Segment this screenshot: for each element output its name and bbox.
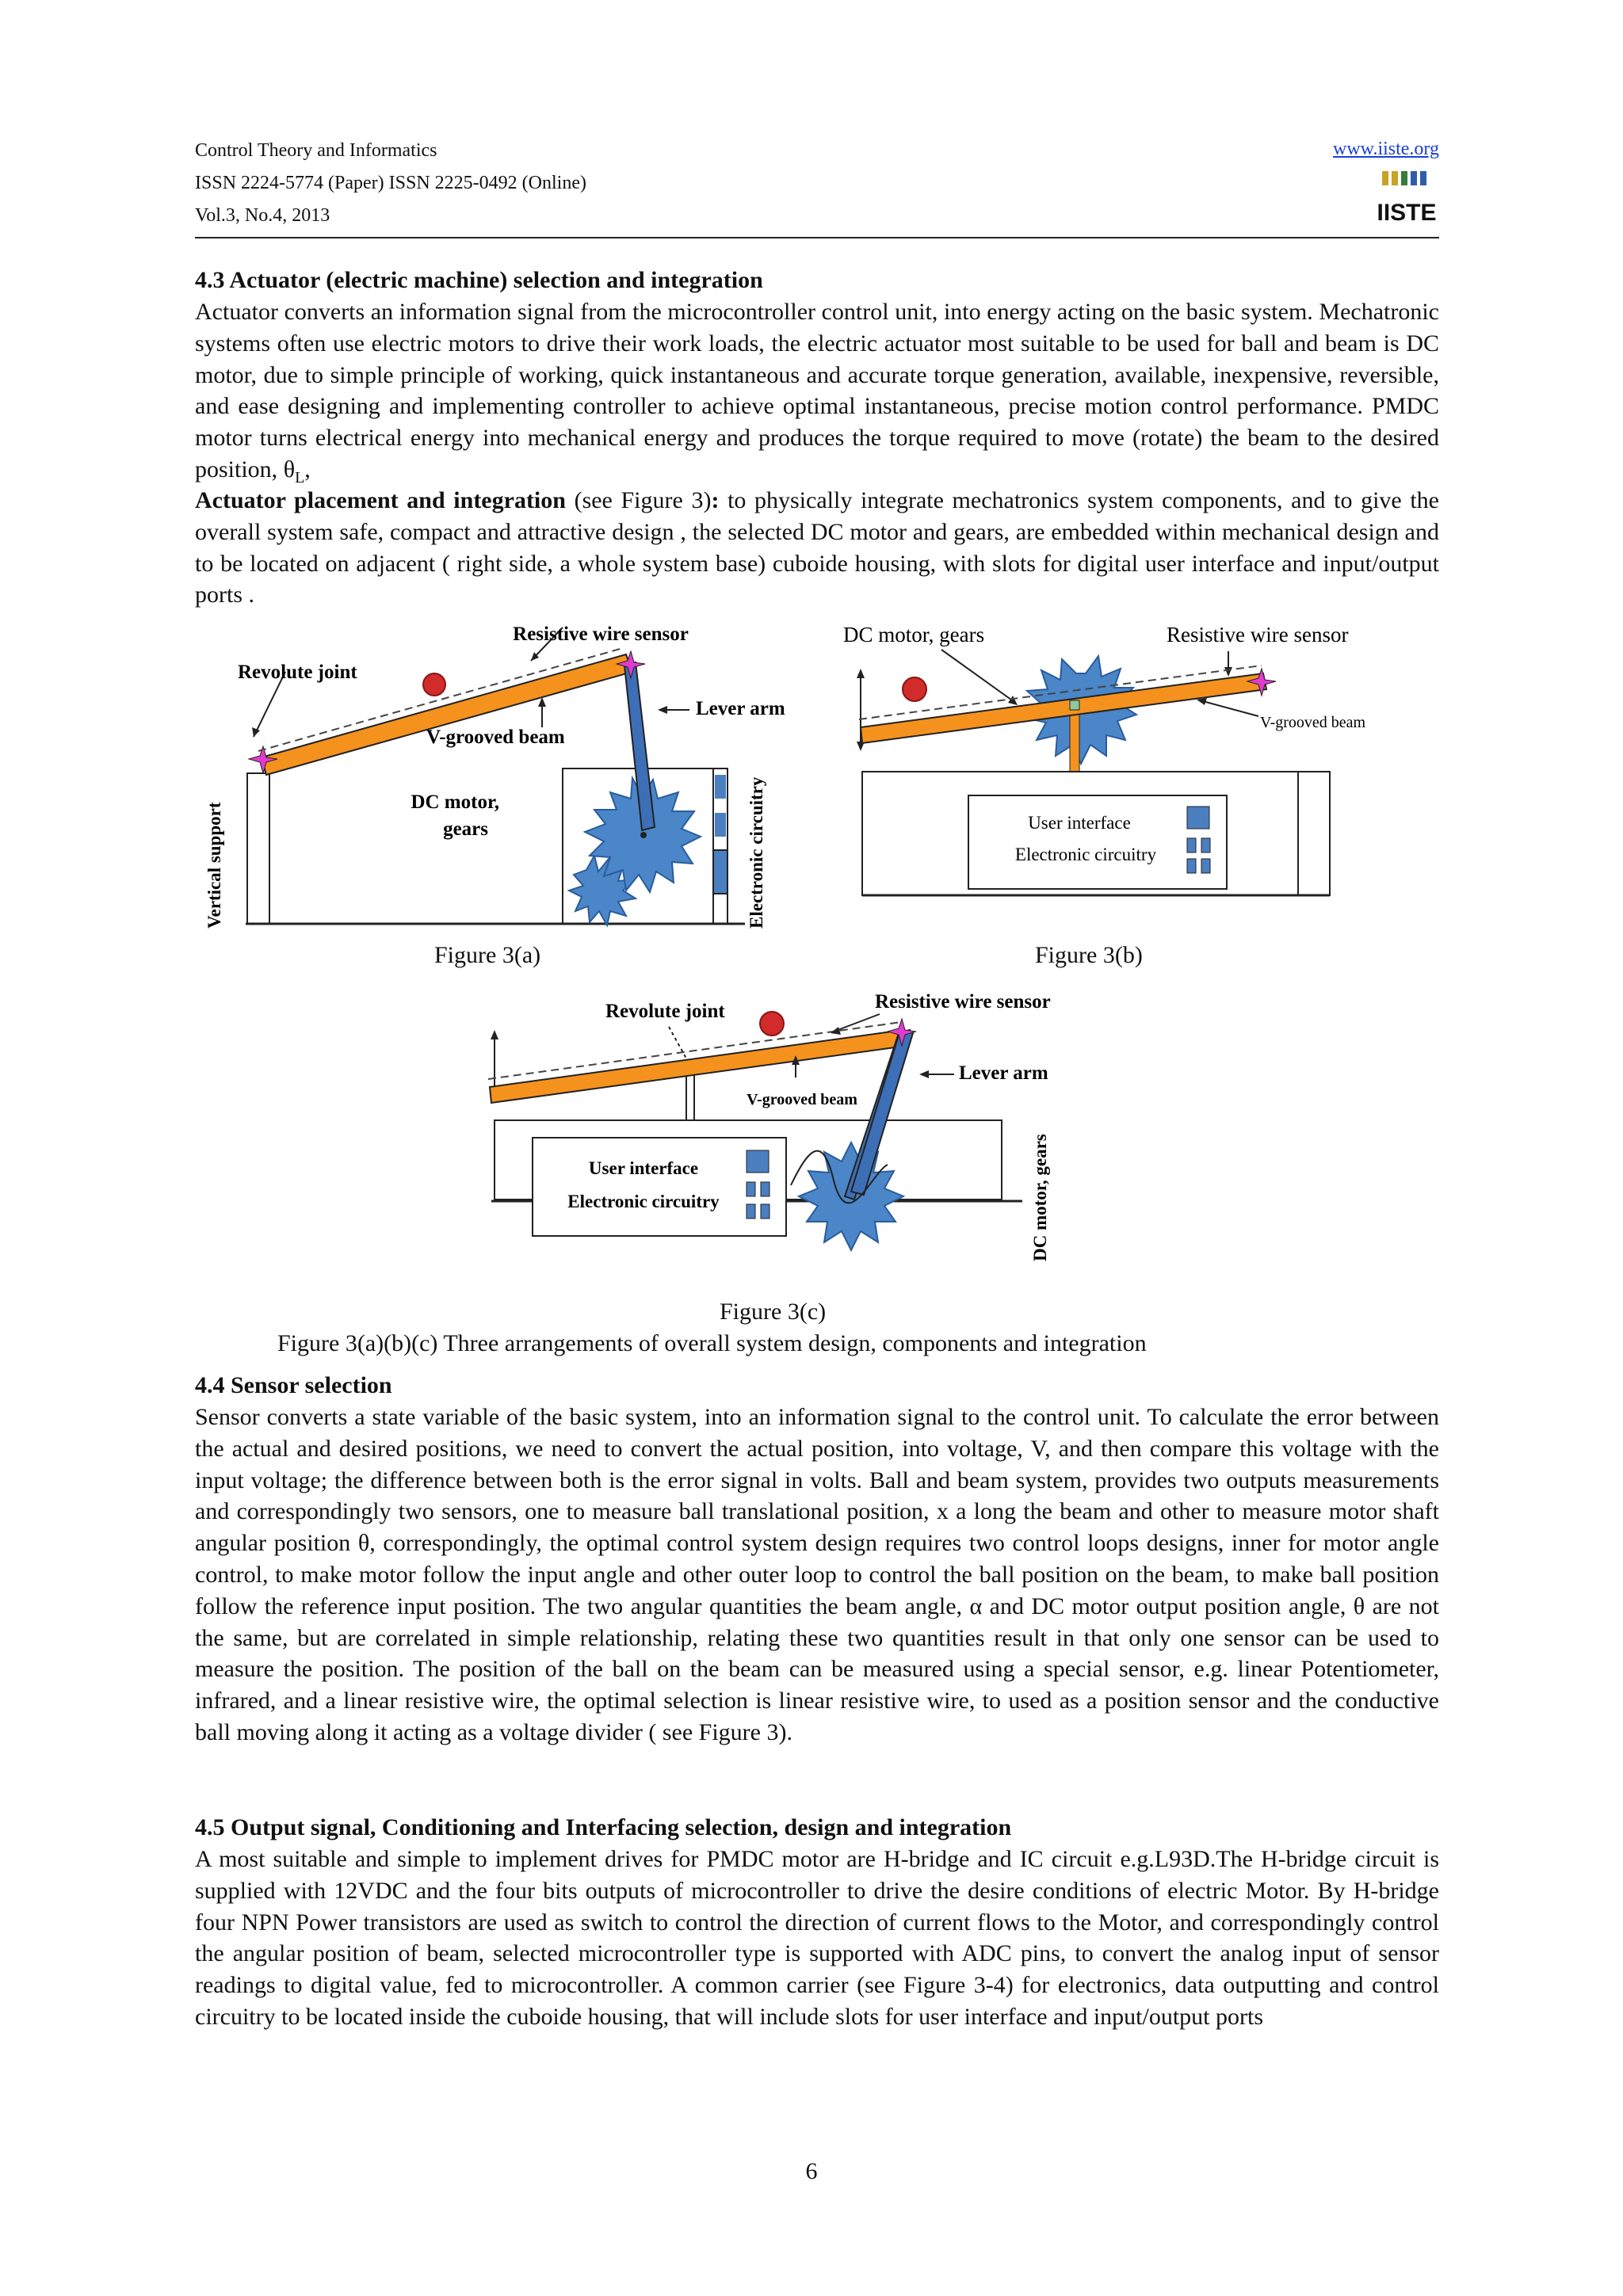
- fig3c-revolute-joint-label: Revolute joint: [605, 1001, 725, 1022]
- issn-line: ISSN 2224-5774 (Paper) ISSN 2225-0492 (Online): [195, 173, 586, 193]
- fig3b-caption: Figure 3(b): [1035, 942, 1143, 968]
- fig3a-resistive-wire-label: Resistive wire sensor: [513, 624, 689, 645]
- fig3c-caption: Figure 3(c): [720, 1299, 827, 1325]
- placement-ref: (see Figure 3): [565, 487, 712, 513]
- logo-text: IISTE: [1377, 200, 1437, 226]
- section-4-4-para: Sensor converts a state variable of the basic system, into an information signal to the control unit. To calculate the error between the actual and desired positions, we need to convert the actual position, into voltage, V, and then compare this voltage with the input voltage; the difference between both is the error signal in volts. Ball and beam system, provides two outputs measurements and correspondingly two sensors, one to measure ball translational position, x a long the beam and other to measure motor shaft angular position θ, correspondingly, the optimal control system design requires two control loops designs, inner for motor angle control, to make motor follow the input angle and other outer loop to control the ball position on the beam, to make ball position follow the reference input position. The two angular quantities the beam angle, α and DC motor output position angle, θ are not the same, but are correlated in simple relationship, relating these two quantities result in that only one sensor can be used to measure the position. The position of the ball on the beam can be measured using a special sensor, e.g. linear Potentiometer, infrared, and a linear resistive wire, the optimal selection is linear resistive wire, to used as a position sensor and the conductive ball moving along it acting as a voltage divider ( see Figure 3).: [195, 1404, 1439, 1745]
- section-4-4-title: 4.4 Sensor selection: [195, 1372, 392, 1398]
- fig3c-v-grooved-beam-label: V-grooved beam: [747, 1091, 857, 1108]
- journal-name: Control Theory and Informatics: [195, 140, 437, 161]
- vertical-support-post: [247, 773, 269, 924]
- page-number: 6: [805, 2158, 818, 2184]
- fig3a-vertical-support-label: Vertical support: [204, 802, 224, 929]
- section-4-3-title: 4.3 Actuator (electric machine) selection and integration: [195, 267, 763, 293]
- fig3b-user-interface-label: User interface: [1028, 813, 1131, 833]
- ball: [423, 673, 445, 696]
- fig3b-dc-motor-gears-label: DC motor, gears: [843, 623, 985, 646]
- figure-3a: [198, 616, 785, 933]
- fig3a-revolute-joint-label: Revolute joint: [238, 662, 357, 683]
- section-4-3-para2: [195, 485, 1439, 611]
- placement-text: to physically integrate mechatronics system components, and to give the overall system safe, compact and attractive design , the selected DC motor and gears, are embedded within mechanical design and to be located on adjacent ( right side, a whole system base) cuboide housing, with slots for digital user interface and input/output ports .: [195, 487, 1439, 608]
- figure-3c: [475, 982, 1078, 1268]
- fig3a-caption: Figure 3(a): [434, 942, 541, 968]
- fig3c-dc-motor-gears-label: DC motor, gears: [1030, 1134, 1050, 1261]
- fig3c-lever-arm-label: Lever arm: [959, 1062, 1048, 1084]
- fig3b-v-grooved-beam-label: V-grooved beam: [1260, 714, 1366, 731]
- figure-3-overall-caption: Figure 3(a)(b)(c) Three arrangements of overall system design, components and integration: [277, 1330, 1147, 1356]
- fig3c-user-interface-label: User interface: [588, 1158, 699, 1178]
- volume-line: Vol.3, No.4, 2013: [195, 205, 330, 226]
- figure-3b: [838, 616, 1441, 902]
- section-4-5-title: 4.5 Output signal, Conditioning and Interfacing selection, design and integration: [195, 1814, 1012, 1840]
- fig3a-gears-label: gears: [443, 818, 488, 840]
- journal-url-link[interactable]: www.iiste.org: [1333, 139, 1439, 159]
- placement-colon: :: [711, 487, 720, 513]
- section-4-5-para: A most suitable and simple to implement drives for PMDC motor are H-bridge and IC circuit e.g.L93D.The H-bridge circuit is supplied with 12VDC and the four bits outputs of microcontroller to drive the desire conditions of electric Motor. By H-bridge four NPN Power transistors are used as switch to control the direction of current flows to the Motor, and correspondingly control the angular position of beam, selected microcontroller type is supported with ADC pins, to convert the analog input of sensor readings to digital value, fed to microcontroller. A common carrier (see Figure 3-4) for electronics, data outputting and control circuitry to be located inside the cuboide housing, that will include slots for user interface and input/output ports: [195, 1846, 1439, 2030]
- fig3a-electronic-circuitry-label: Electronic circuitry: [747, 776, 766, 929]
- fig3a-dc-motor-label: DC motor,: [411, 791, 499, 813]
- fig3b-electronic-circuitry-label: Electronic circuitry: [1014, 845, 1157, 864]
- fig3c-resistive-wire-label: Resistive wire sensor: [875, 991, 1051, 1013]
- section-4-3-para1: Actuator converts an information signal from the microcontroller control unit, into energy acting on the basic system. Mechatronic systems often use electric motors to drive their work loads, the electric actuator most suitable to be used for ball and beam is DC motor, due to simple principle of working, quick instantaneous and accurate torque generation, available, inexpensive, reversible, and ease designing and implementing controller to achieve optimal instantaneous, precise motion control performance. PMDC motor turns electrical energy into mechanical energy and produces the torque required to move (rotate) the beam to the desired position, $\theta_L$,: [195, 299, 1439, 486]
- header-rule: [195, 237, 1439, 238]
- placement-heading: Actuator placement and integration: [195, 487, 566, 513]
- fig3b-ball: [903, 677, 926, 701]
- fig3c-ball: [760, 1012, 784, 1035]
- fig3a-v-grooved-beam-label: V-grooved beam: [426, 727, 565, 748]
- fig3c-electronic-circuitry-label: Electronic circuitry: [567, 1192, 720, 1211]
- fig3b-resistive-wire-label: Resistive wire sensor: [1167, 623, 1349, 646]
- fig3a-lever-arm-label: Lever arm: [696, 698, 785, 719]
- iiste-logo: [1377, 170, 1437, 227]
